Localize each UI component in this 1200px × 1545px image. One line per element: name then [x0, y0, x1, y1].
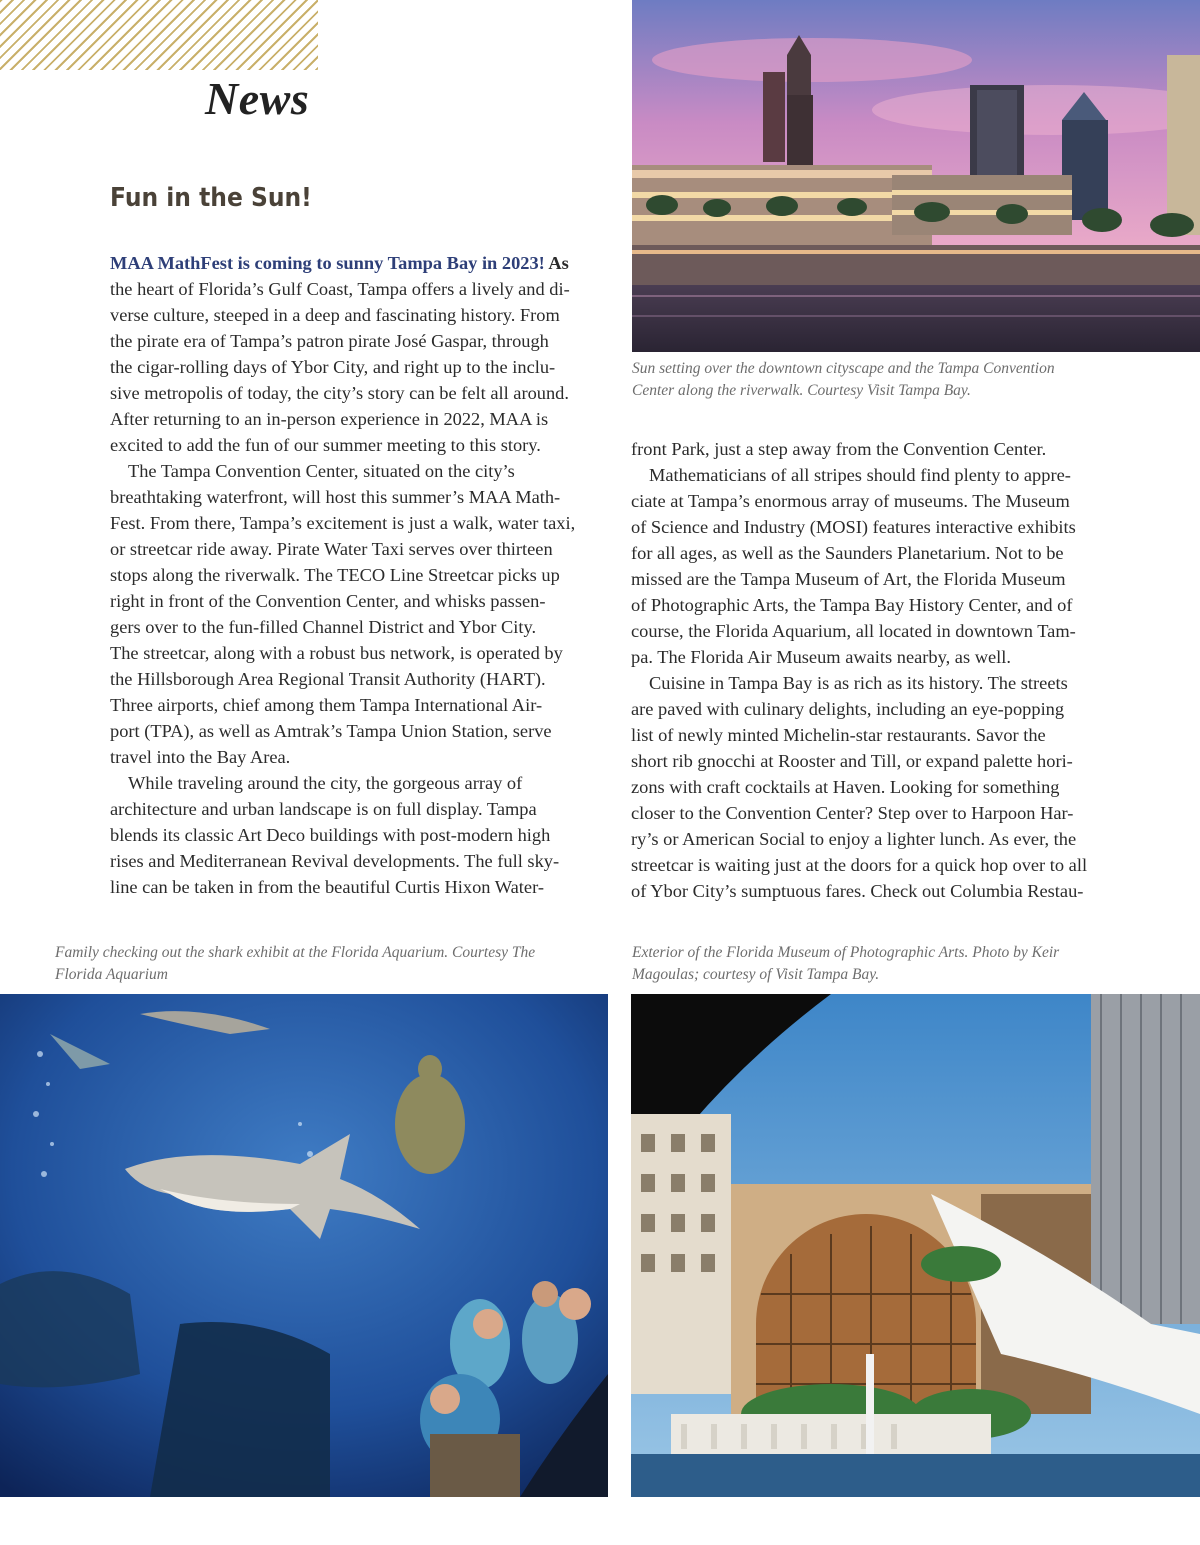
caption-line: Family checking out the shark exhibit at the Florida Aquarium. Courtesy The — [55, 944, 536, 961]
text-line: are paved with culinary delights, including an eye-popping — [631, 699, 1065, 719]
museum-photo-caption — [632, 942, 1192, 986]
text-line: of Science and Industry (MOSI) features interactive exhibits — [631, 517, 1076, 537]
skyline-photo-caption — [632, 358, 1152, 402]
text-line: rises and Mediterranean Revival developments. The full sky- — [110, 851, 560, 871]
text-line: stops along the riverwalk. The TECO Line Streetcar picks up — [110, 565, 560, 585]
right-text-column — [631, 436, 1131, 904]
text-line: the heart of Florida’s Gulf Coast, Tampa offers a lively and di- — [110, 279, 570, 299]
text-line: port (TPA), as well as Amtrak’s Tampa Union Station, serve — [110, 721, 552, 741]
museum-photo — [631, 994, 1200, 1497]
text-line — [110, 250, 608, 276]
section-title: News — [205, 73, 310, 124]
text-line: line can be taken in from the beautiful Curtis Hixon Water- — [110, 877, 544, 897]
text-line: missed are the Tampa Museum of Art, the Florida Museum — [631, 569, 1066, 589]
text-line: closer to the Convention Center? Step over to Harpoon Har- — [631, 803, 1074, 823]
text-line: Three airports, chief among them Tampa International Air- — [110, 695, 543, 715]
text-line: blends its classic Art Deco buildings with post-modern high — [110, 825, 551, 845]
text-line: the pirate era of Tampa’s patron pirate José Gaspar, through — [110, 331, 549, 351]
text-line: course, the Florida Aquarium, all located in downtown Tam- — [631, 621, 1076, 641]
text-line: travel into the Bay Area. — [110, 747, 291, 767]
lead-continuation: As — [544, 253, 569, 273]
caption-line: Sun setting over the downtown cityscape and the Tampa Convention — [632, 360, 1055, 377]
decorative-stripes — [0, 0, 318, 70]
text-line: Cuisine in Tampa Bay is as rich as its history. The streets — [649, 673, 1068, 693]
lead-sentence: MAA MathFest is coming to sunny Tampa Bay in 2023! — [110, 253, 545, 273]
text-line: ry’s or American Social to enjoy a lighter lunch. As ever, the — [631, 829, 1077, 849]
text-line: right in front of the Convention Center, and whisks passen- — [110, 591, 546, 611]
text-line: The Tampa Convention Center, situated on the city’s — [128, 461, 515, 481]
caption-line: Center along the riverwalk. Courtesy Visit Tampa Bay. — [632, 382, 971, 399]
skyline-photo — [632, 0, 1200, 352]
caption-line: Exterior of the Florida Museum of Photographic Arts. Photo by Keir — [632, 944, 1060, 961]
text-line: zons with craft cocktails at Haven. Looking for something — [631, 777, 1060, 797]
text-line: short rib gnocchi at Rooster and Till, or expand palette hori- — [631, 751, 1073, 771]
text-line: front Park, just a step away from the Convention Center. — [631, 439, 1047, 459]
text-line: list of newly minted Michelin-star restaurants. Savor the — [631, 725, 1046, 745]
text-line: streetcar is waiting just at the doors for a quick hop over to all — [631, 855, 1088, 875]
text-line: Fest. From there, Tampa’s excitement is just a walk, water taxi, — [110, 513, 576, 533]
text-line: of Ybor City’s sumptuous fares. Check out Columbia Restau- — [631, 881, 1084, 901]
caption-line: Florida Aquarium — [55, 966, 168, 983]
text-line: Mathematicians of all stripes should find plenty to appre- — [649, 465, 1071, 485]
text-line: After returning to an in-person experience in 2022, MAA is — [110, 409, 549, 429]
caption-line: Magoulas; courtesy of Visit Tampa Bay. — [632, 966, 880, 983]
left-text-column — [110, 250, 608, 900]
text-line: verse culture, steeped in a deep and fascinating history. From — [110, 305, 560, 325]
text-line: ciate at Tampa’s enormous array of museums. The Museum — [631, 491, 1070, 511]
text-line: gers over to the fun-filled Channel District and Ybor City. — [110, 617, 537, 637]
text-line: excited to add the fun of our summer meeting to this story. — [110, 435, 541, 455]
aquarium-photo-caption — [55, 942, 615, 986]
text-line: for all ages, as well as the Saunders Planetarium. Not to be — [631, 543, 1064, 563]
text-line: the Hillsborough Area Regional Transit Authority (HART). — [110, 669, 546, 689]
text-line: While traveling around the city, the gorgeous array of — [128, 773, 523, 793]
text-line: or streetcar ride away. Pirate Water Taxi serves over thirteen — [110, 539, 553, 559]
article-headline: Fun in the Sun! — [110, 183, 312, 213]
text-line: pa. The Florida Air Museum awaits nearby, as well. — [631, 647, 1011, 667]
text-line: architecture and urban landscape is on full display. Tampa — [110, 799, 537, 819]
text-line: The streetcar, along with a robust bus network, is operated by — [110, 643, 563, 663]
text-line: of Photographic Arts, the Tampa Bay History Center, and of — [631, 595, 1073, 615]
aquarium-photo — [0, 994, 608, 1497]
text-line: sive metropolis of today, the city’s story can be felt all around. — [110, 383, 569, 403]
text-line: breathtaking waterfront, will host this summer’s MAA Math- — [110, 487, 561, 507]
text-line: the cigar-rolling days of Ybor City, and right up to the inclu- — [110, 357, 556, 377]
